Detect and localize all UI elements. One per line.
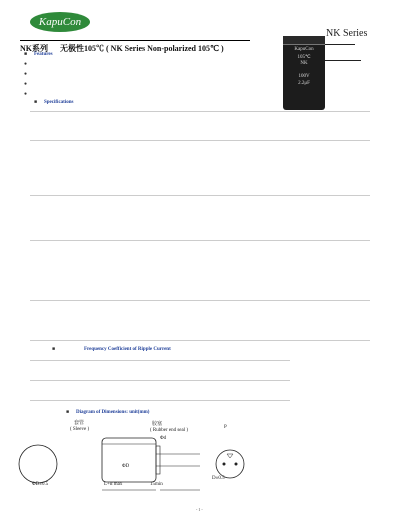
ripple-table-line <box>30 360 290 361</box>
rubber-seal <box>156 446 160 474</box>
capacitor-lead-2 <box>325 60 361 61</box>
polarity-mark <box>227 454 233 458</box>
l-dim-label: L+α max <box>104 482 123 487</box>
capacitor-lead-1 <box>325 44 355 45</box>
capacitor-top-band <box>283 36 325 45</box>
phi-d-small-label: Φd <box>160 436 167 441</box>
section-features: Features <box>34 52 53 57</box>
title-cn: 无极性105℃ <box>60 44 104 53</box>
capacitor-photo <box>283 36 325 110</box>
section-specifications: Specifications <box>44 100 74 105</box>
bullet-icon: ■ <box>24 52 28 57</box>
section-ripple: Frequency Coefficient of Ripple Current <box>84 347 171 352</box>
title-en: ( NK Series Non-polarized 105℃ ) <box>106 44 224 53</box>
spec-table-line <box>30 240 370 241</box>
capacitor-temp: 105℃ <box>297 55 311 60</box>
page-number: - 1 - <box>196 507 203 512</box>
bullet-icon: ■ <box>52 347 56 352</box>
series-label: NK Series <box>326 28 368 39</box>
series-code: NK系列 <box>20 44 48 53</box>
capacitor-series: NK <box>300 61 308 66</box>
capacitor-brand: KapuCon <box>294 47 314 52</box>
sleeve-label-cn: 套管 <box>74 421 85 426</box>
spec-table-line <box>30 140 370 141</box>
rubber-label-en: ( Rubber end seal ) <box>150 428 189 433</box>
spec-table-line <box>30 300 370 301</box>
ripple-table-line <box>30 400 290 401</box>
phi-d-label: ΦD <box>122 464 130 469</box>
capacitor-voltage: 100V <box>298 74 310 79</box>
pitch-label: P <box>224 425 227 430</box>
lead-hole <box>223 463 226 466</box>
spacing-label: D±0.5 <box>212 476 225 481</box>
section-dimensions: Diagram of Dimensions: unit(mm) <box>76 410 150 415</box>
lead-hole <box>235 463 238 466</box>
lead-dim-label: 15min <box>150 482 163 487</box>
bullet-icon: ● <box>24 72 28 77</box>
bullet-icon: ● <box>24 92 28 97</box>
ripple-table-line <box>30 380 290 381</box>
rubber-label-cn: 胶塞 <box>152 422 163 427</box>
bullet-icon: ● <box>24 62 28 67</box>
header-divider <box>20 40 250 41</box>
spec-table-line <box>30 340 370 341</box>
dimension-diagram <box>14 420 274 500</box>
brand-logo: KapuCon <box>30 12 90 32</box>
sleeve-label-en: ( Sleeve ) <box>70 427 90 432</box>
bullet-icon: ■ <box>34 100 38 105</box>
bullet-icon: ■ <box>66 410 70 415</box>
bullet-icon: ● <box>24 82 28 87</box>
spec-table-line <box>30 111 370 112</box>
capacitor-body-outline <box>102 438 156 482</box>
phi-d-tolerance-label: ΦD±0.5 <box>32 482 49 487</box>
end-view-circle <box>19 445 57 483</box>
capacitor-capacitance: 2.2μF <box>298 81 310 86</box>
spec-table-line <box>30 195 370 196</box>
